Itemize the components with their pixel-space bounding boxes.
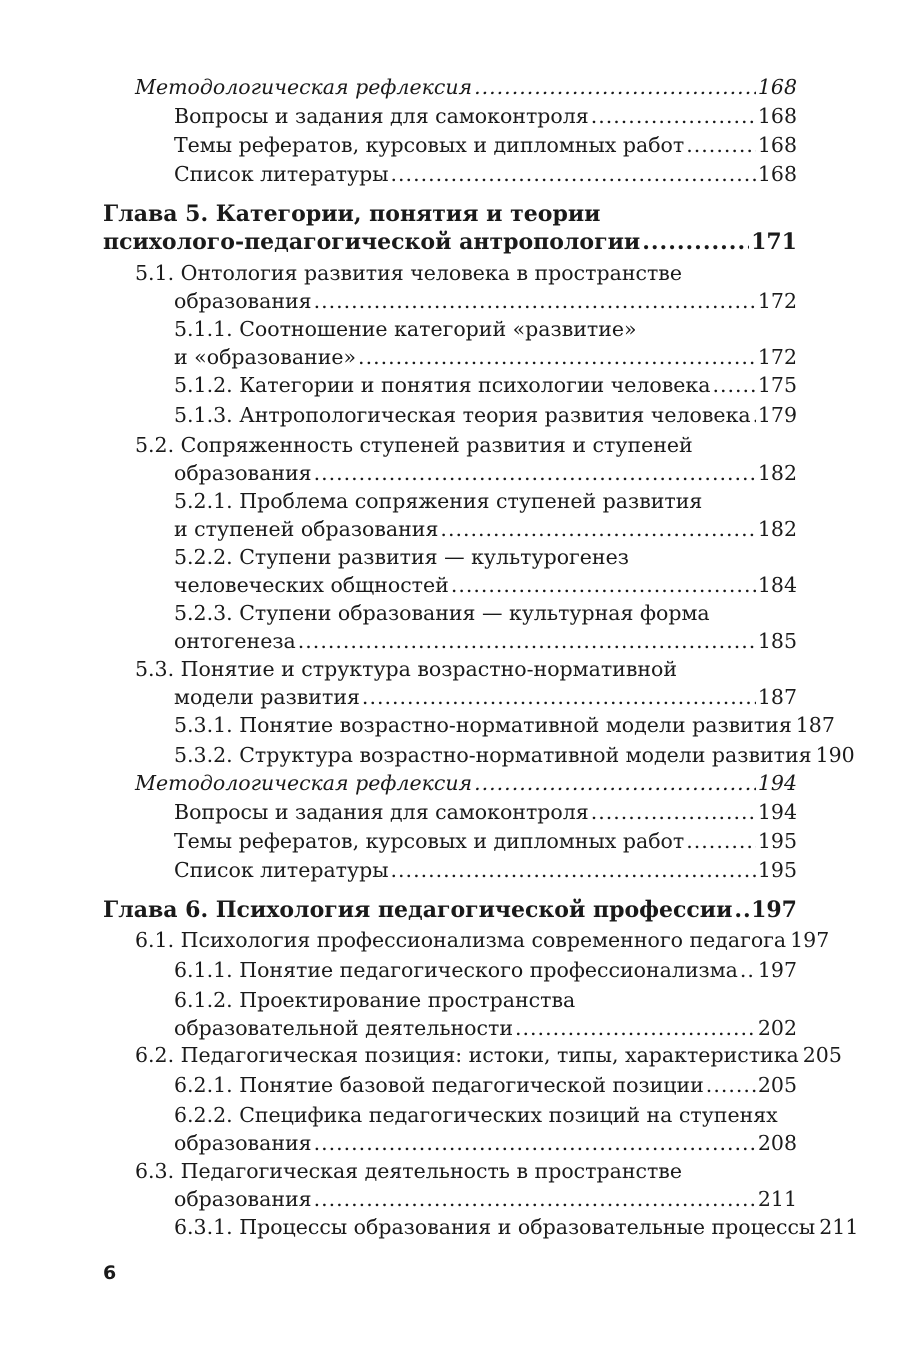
toc-entry-title: Методологическая рефлексия (135, 75, 473, 99)
toc-entry-line (174, 1014, 797, 1042)
toc-entry (135, 769, 797, 797)
dot-leader (440, 515, 755, 543)
toc-entry-title: образования (174, 461, 312, 485)
toc-entry-line (174, 1071, 797, 1099)
toc-entry-line (174, 571, 797, 599)
toc-entry-line (174, 798, 797, 826)
toc-page-number: 184 (757, 573, 797, 597)
toc-entry-title: образования (174, 1131, 312, 1155)
toc-page-number: 211 (819, 1215, 859, 1239)
toc-page-number: 185 (757, 629, 797, 653)
toc-entry (174, 856, 797, 884)
toc-entry-line (135, 1041, 842, 1069)
dot-leader (591, 102, 756, 130)
toc-page-number: 168 (757, 104, 797, 128)
dot-leader (686, 131, 756, 159)
toc-entry (174, 1101, 797, 1157)
toc-entry-title: 5.1.1. Соотношение категорий «развитие» (174, 317, 637, 341)
toc-page-number: 194 (757, 800, 797, 824)
toc-entry-title: Список литературы (174, 858, 389, 882)
dot-leader (686, 827, 756, 855)
toc-entry-title: 5.3.1. Понятие возрастно-нормативной модели развития (174, 713, 792, 737)
toc-page-number: 175 (757, 373, 797, 397)
toc-page-number: 182 (757, 517, 797, 541)
toc-entry-line (174, 1129, 797, 1157)
toc-entry-title: 5.3.2. Структура возрастно-нормативной модели развития (174, 743, 812, 767)
toc-page-number: 205 (757, 1073, 797, 1097)
toc-entry-title: 5.3. Понятие и структура возрастно-нормативной (135, 657, 678, 681)
dot-leader (474, 769, 756, 797)
toc-entry-line (174, 827, 797, 855)
toc-entry-line (135, 431, 797, 459)
toc-entry-title: Список литературы (174, 162, 389, 186)
toc-entry-title: 6.1.1. Понятие педагогического профессионализма (174, 958, 738, 982)
toc-entry-line (135, 73, 797, 101)
dot-leader (314, 459, 756, 487)
toc-page-number: 168 (757, 75, 797, 99)
toc-entry-line (174, 543, 797, 571)
toc-entry-line (174, 627, 797, 655)
toc-entry-title: Методологическая рефлексия (135, 771, 473, 795)
toc-entry-title: образовательной деятельности (174, 1016, 513, 1040)
toc-entry (135, 259, 797, 315)
toc-entry-line (174, 102, 797, 130)
toc-page-number: 172 (757, 345, 797, 369)
dot-leader (474, 73, 756, 101)
dot-leader (591, 798, 756, 826)
toc-page-number: 182 (757, 461, 797, 485)
toc-entry (174, 711, 835, 739)
toc-entry-title: 6.1.2. Проектирование пространства (174, 988, 576, 1012)
toc-entry-title: 6.2.2. Специфика педагогических позиций на ступенях (174, 1103, 778, 1127)
toc-entry-line (135, 926, 830, 954)
toc-entry-line (135, 459, 797, 487)
toc-entry-title: психолого-педагогической антропологии (103, 229, 641, 255)
toc-entry-title: 6.3. Педагогическая деятельность в пространстве (135, 1159, 682, 1183)
toc-entry (135, 1041, 842, 1069)
toc-entry (174, 160, 797, 188)
dot-leader (712, 371, 755, 399)
toc-entry-title: Глава 5. Категории, понятия и теории (103, 201, 601, 227)
dot-leader (515, 1014, 756, 1042)
toc-entry-title: Темы рефератов, курсовых и дипломных работ (174, 829, 685, 853)
toc-entry (174, 599, 797, 655)
toc-page-number: 195 (757, 858, 797, 882)
toc-entry-title: Темы рефератов, курсовых и дипломных работ (174, 133, 685, 157)
toc-entry-line (174, 371, 797, 399)
toc-entry (174, 131, 797, 159)
toc-entry-line (174, 131, 797, 159)
toc-entry-title: 6.2. Педагогическая позиция: истоки, типы, характеристика (135, 1043, 799, 1067)
toc-entry (174, 371, 797, 399)
toc-entry-line (174, 515, 797, 543)
dot-leader (314, 1185, 756, 1213)
toc-page-number: 194 (757, 771, 797, 795)
toc-page-number: 197 (790, 928, 830, 952)
toc-entry-line (174, 160, 797, 188)
toc-entry-title: 5.1.3. Антропологическая теория развития человека (174, 403, 751, 427)
toc-entry-line (174, 856, 797, 884)
toc-entry-title: 5.2. Сопряженность ступеней развития и ступеней (135, 433, 693, 457)
toc-entry-title: и ступеней образования (174, 517, 439, 541)
chapter-entry (103, 200, 797, 256)
toc-entry (174, 1213, 859, 1241)
toc-entry-title: модели развития (174, 685, 360, 709)
toc-entry-line (174, 986, 797, 1014)
toc-entry-title: образования (174, 1187, 312, 1211)
dot-leader (298, 627, 756, 655)
toc-entry-title: 6.3.1. Процессы образования и образовательные процессы (174, 1215, 816, 1239)
chapter-entry (103, 896, 797, 924)
toc-entry-title: 6.1. Психология профессионализма современного педагога (135, 928, 787, 952)
toc-entry (135, 655, 797, 711)
toc-entry-line (103, 200, 797, 228)
toc-entry-line (103, 228, 797, 256)
toc-entry-title: Глава 6. Психология педагогической профессии (103, 897, 733, 923)
toc-entry (135, 1157, 797, 1213)
dot-leader (314, 287, 756, 315)
toc-entry (174, 986, 797, 1042)
toc-entry-title: 6.2.1. Понятие базовой педагогической позиции (174, 1073, 704, 1097)
toc-entry (135, 431, 797, 487)
toc-entry-line (174, 487, 797, 515)
toc-page-number: 211 (757, 1187, 797, 1211)
toc-entry-line (174, 956, 797, 984)
toc-entry-title: и «образование» (174, 345, 357, 369)
toc-entry-title: онтогенеза (174, 629, 296, 653)
dot-leader (362, 683, 756, 711)
dot-leader (314, 1129, 756, 1157)
dot-leader (642, 228, 749, 256)
toc-entry (174, 102, 797, 130)
dot-leader (753, 401, 756, 429)
toc-entry-line (174, 741, 855, 769)
toc-entry-title: человеческих общностей (174, 573, 449, 597)
page-number: 6 (103, 1262, 117, 1284)
dot-leader (451, 571, 756, 599)
toc-entry (174, 956, 797, 984)
toc-entry-title: Вопросы и задания для самоконтроля (174, 800, 589, 824)
toc-entry (174, 401, 797, 429)
toc-entry-line (135, 1157, 797, 1185)
toc-entry (135, 926, 830, 954)
toc-page-number: 179 (757, 403, 797, 427)
toc-entry-title: 5.2.2. Ступени развития — культурогенез (174, 545, 629, 569)
toc-entry (174, 798, 797, 826)
toc-entry-line (135, 655, 797, 683)
toc-entry-title: образования (174, 289, 312, 313)
toc-entry-line (135, 769, 797, 797)
toc-entry-line (135, 1185, 797, 1213)
toc-entry-title: 5.1.2. Категории и понятия психологии человека (174, 373, 711, 397)
toc-entry-line (103, 896, 797, 924)
toc-entry-line (174, 599, 797, 627)
toc-page-number: 208 (757, 1131, 797, 1155)
toc-entry-title: Вопросы и задания для самоконтроля (174, 104, 589, 128)
dot-leader (706, 1071, 756, 1099)
toc-page-number: 195 (757, 829, 797, 853)
toc-entry (174, 315, 797, 371)
toc-entry-line (174, 711, 835, 739)
toc-page-number: 205 (802, 1043, 842, 1067)
toc-entry-title: 5.1. Онтология развития человека в пространстве (135, 261, 682, 285)
toc-entry (174, 487, 797, 543)
toc-page-number: 197 (751, 897, 797, 923)
toc-entry-title: 5.2.1. Проблема сопряжения ступеней развития (174, 489, 703, 513)
toc-page-number: 172 (757, 289, 797, 313)
toc-entry-line (135, 287, 797, 315)
dot-leader (391, 160, 756, 188)
toc-page-number: 168 (757, 162, 797, 186)
toc-entry-title: 5.2.3. Ступени образования — культурная форма (174, 601, 710, 625)
toc-entry-line (135, 259, 797, 287)
toc-entry-line (174, 1101, 797, 1129)
dot-leader (358, 343, 756, 371)
toc-page-number: 202 (757, 1016, 797, 1040)
dot-leader (740, 956, 756, 984)
toc-page-number: 197 (757, 958, 797, 982)
toc-page-number: 187 (795, 713, 835, 737)
toc-entry (135, 73, 797, 101)
toc-entry-line (174, 315, 797, 343)
toc-entry (174, 1071, 797, 1099)
toc-entry-line (174, 401, 797, 429)
toc-page-number: 187 (757, 685, 797, 709)
dot-leader (734, 896, 749, 924)
toc-entry-line (174, 1213, 859, 1241)
toc-entry (174, 827, 797, 855)
toc-entry-line (135, 683, 797, 711)
toc-page-number: 190 (815, 743, 855, 767)
toc-entry (174, 543, 797, 599)
toc-entry (174, 741, 855, 769)
toc-page-number: 168 (757, 133, 797, 157)
toc-entry-line (174, 343, 797, 371)
dot-leader (391, 856, 756, 884)
toc-page-number: 171 (751, 229, 797, 255)
